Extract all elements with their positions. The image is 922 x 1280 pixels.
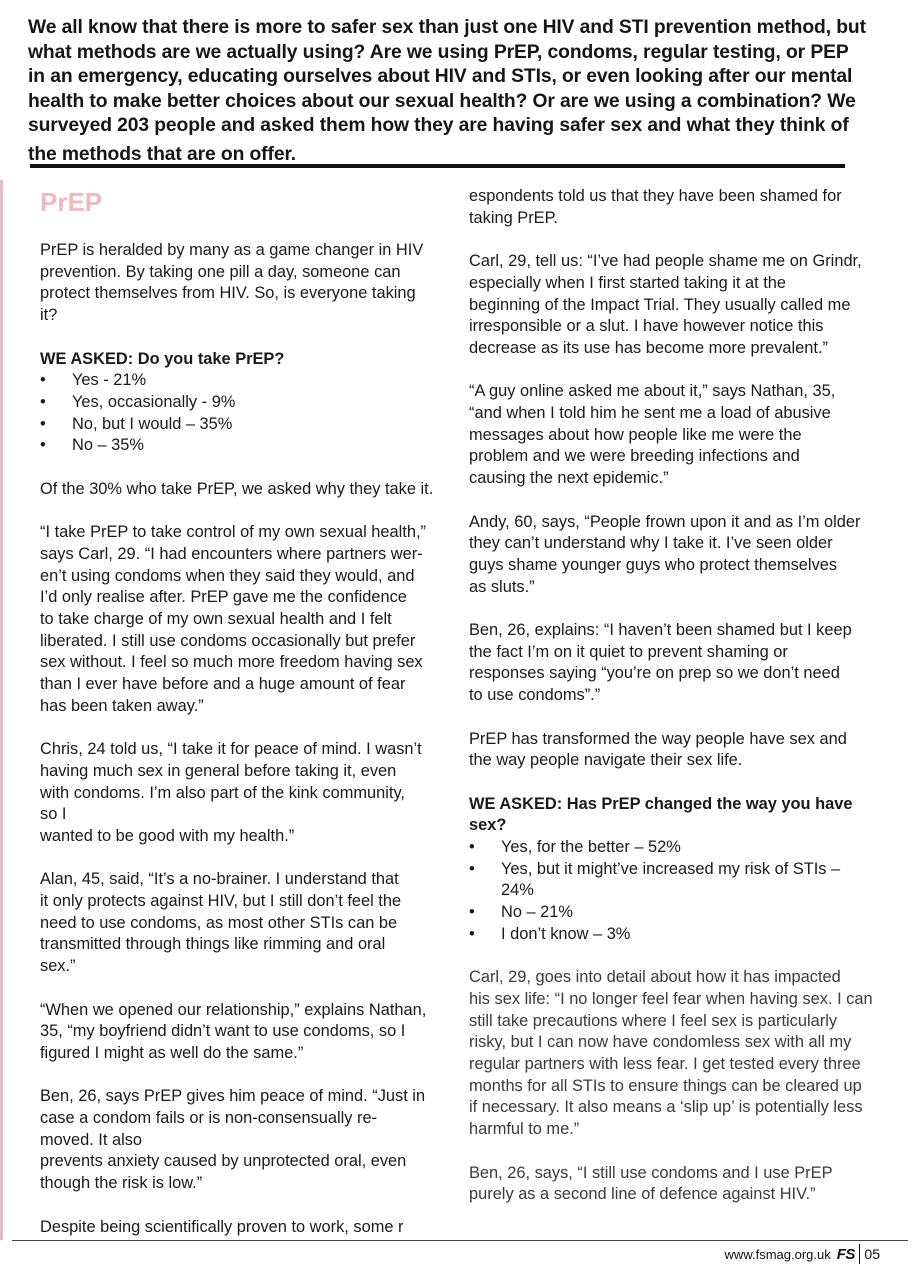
survey-answer: • Yes, but it might’ve increased my risk of STIs – 24% <box>469 859 889 902</box>
quote-carl: “I take PrEP to take control of my own sexual health,” says Carl, 29. “I had encounters where partners wer- en’t using condoms when they said they would, and I’d only realise after. PrEP gave me the confidence to take charge of my own sexual health and I felt liberated. I still use condoms occasionally but prefer sex without. I feel so much more freedom having sex than I ever have before and a huge amount of fear has been taken away.” <box>40 523 426 715</box>
paragraph-intro-prep: PrEP is heralded by many as a game changer in HIV prevention. By taking one pill a day, someone can protect themselves from HIV. So, is everyone taking it? <box>40 241 424 325</box>
intro-line: We all know that there is more to safer sex than just one HIV and STI prevention method, but <box>28 17 866 38</box>
survey-question: WE ASKED: Do you take PrEP? <box>40 349 285 368</box>
quote-andy: Andy, 60, says, “People frown upon it and as I’m older they can’t understand why I take it. I’ve seen older guys shame younger guys who protect themselves as sluts.” <box>469 512 861 596</box>
intro-line: health to make better choices about our sexual health? Or are we using a combination? We <box>28 90 856 112</box>
intro-line: the methods that are on offer. <box>28 143 297 165</box>
survey-answers-list <box>40 370 455 457</box>
quote-ben-shame: Ben, 26, explains: “I haven’t been shamed but I keep the fact I’m on it quiet to prevent shaming or responses saying “you’re on prep so we don’t need to use condoms”.” <box>469 621 852 705</box>
survey-answer: • No – 21% <box>469 902 889 924</box>
paragraph-shaming-start: Despite being scientifically proven to work, some r <box>40 1217 404 1236</box>
page-number: 05 <box>864 1246 880 1262</box>
quote-carl-shame: Carl, 29, tell us: “I’ve had people shame me on Grindr, especially when I first started taking it at the beginning of the Impact Trial. They usually called me irresponsible or a slut. I have however notice this decrease as its use has become more prevalent.” <box>469 252 862 357</box>
page-edge-strip <box>0 180 3 1240</box>
quote-nathan: “When we opened our relationship,” explains Nathan, 35, “my boyfriend didn’t want to use condoms, so I figured I might as well do the same.” <box>40 1000 427 1062</box>
survey-answer: • Yes, occasionally - 9% <box>40 392 455 414</box>
paragraph-transformed: PrEP has transformed the way people have sex and the way people navigate their sex life. <box>469 729 847 770</box>
left-column <box>40 186 455 1260</box>
intro-line: what methods are we actually using? Are we using PrEP, condoms, regular testing, or PEP <box>28 41 849 63</box>
intro-paragraph <box>28 16 888 167</box>
quote-alan: Alan, 45, said, “It’s a no-brainer. I understand that it only protects against HIV, but I still don’t feel the need to use condoms, as most other STIs can be transmitted through things like rimming and oral sex.” <box>40 870 402 976</box>
quote-ben-condoms: Ben, 26, says, “I still use condoms and I use PrEP purely as a second line of defence against HIV.” <box>469 1163 833 1204</box>
footer-separator <box>859 1244 861 1264</box>
intro-line: in an emergency, educating ourselves about HIV and STIs, or even looking after our mental <box>28 66 853 87</box>
survey-answer: • No, but I would – 35% <box>40 414 455 436</box>
footer-url[interactable]: www.fsmag.org.uk <box>724 1246 831 1262</box>
quote-carl-impact: Carl, 29, goes into detail about how it has impacted his sex life: “I no longer feel fear when having sex. I can still take precautions where I feel sex is particularly risky, but I can now have condomless sex with all my regular partners with less fear. I get tested every three months for all STIs to ensure things can be cleared up if necessary. It also means a ‘slip up’ is potentially less harmful to me.” <box>469 968 873 1139</box>
survey-answers-list <box>469 837 889 946</box>
intro-line: surveyed 203 people and asked them how they are having safer sex and what they think of <box>28 115 849 136</box>
quote-chris: Chris, 24 told us, “I take it for peace of mind. I wasn’t having much sex in general before taking it, even with condoms. I’m also part of the kink community, so I wanted to be good with my health.” <box>40 740 422 845</box>
fs-logo: FS <box>836 1245 855 1263</box>
paragraph-shaming-continued: espondents told us that they have been shamed for taking PrEP. <box>469 187 842 227</box>
survey-answer: • Yes - 21% <box>40 370 455 392</box>
survey-answer: • Yes, for the better – 52% <box>469 837 889 859</box>
page-footer <box>725 1244 880 1264</box>
footer-rule <box>12 1240 908 1241</box>
survey-answer: • I don’t know – 3% <box>469 924 889 946</box>
quote-ben: Ben, 26, says PrEP gives him peace of mind. “Just in case a condom fails or is non-consensually re- moved. It also prevents anxiety caused by unprotected oral, even though the risk is low.” <box>40 1087 426 1193</box>
section-title: PrEP <box>40 187 103 217</box>
survey-question: WE ASKED: Has PrEP changed the way you have sex? <box>469 794 853 835</box>
paragraph-why-take: Of the 30% who take PrEP, we asked why they take it. <box>40 479 434 498</box>
right-column <box>469 186 889 1228</box>
quote-nathan-shame: “A guy online asked me about it,” says Nathan, 35, “and when I told him he sent me a load of abusive messages about how people like me were the problem and we were breeding infections and causing the next epidemic.” <box>469 382 836 488</box>
section-divider <box>30 164 845 168</box>
survey-answer: • No – 35% <box>40 435 455 457</box>
